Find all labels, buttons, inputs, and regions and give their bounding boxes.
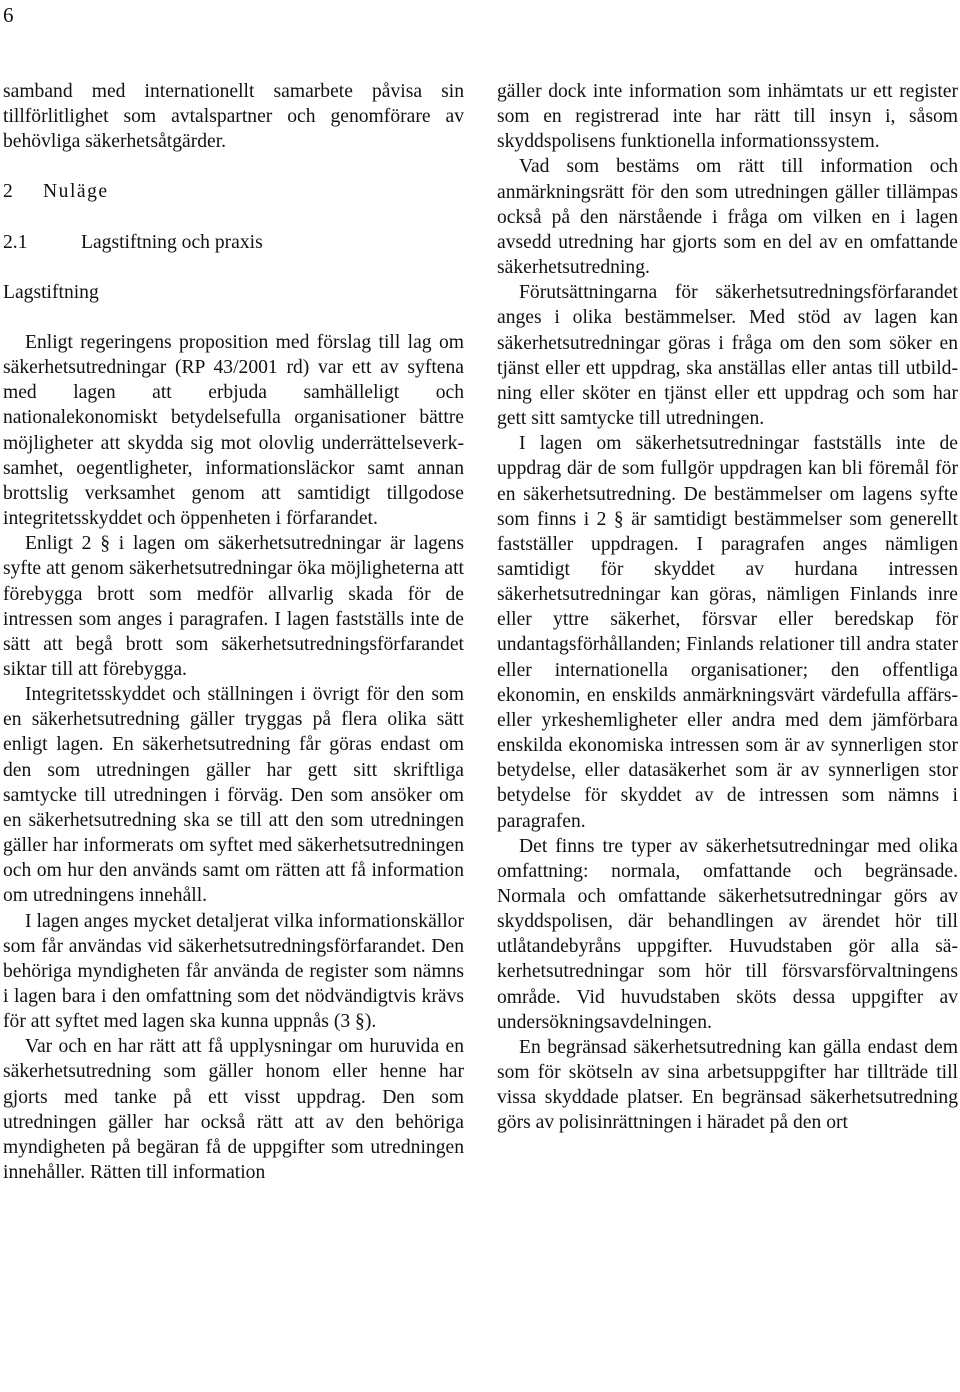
body-paragraph: En begränsad säkerhetsutredning kan gälla endast dem som för skötseln av sina arbetsuppgifter har tillträde till vissa skyddade platser. En begränsad säkerhetsutredning görs av polisinrättningen i häradet på den ort [497, 1036, 958, 1134]
subsection-number: 2.1 [3, 231, 28, 253]
body-paragraph: Enligt regeringens proposition med förslag till lag om säkerhetsutredningar (RP 43/2001 rd) var ett av syftena med lagen att erbjuda samhälleligt och nationalekonomiskt betydelsefulla organisationer bättre möjligheter att skydda sig mot olovlig underrättelseverksamhet, oegentligheter, informationsläckor samt annan brottslig verksamhet genom att samtidigt tillgodose integritetsskyddet och öppenheten i förfarandet. [3, 331, 464, 530]
sub-heading: Lagstiftning [3, 281, 99, 303]
left-column [3, 79, 464, 1185]
body-paragraph: gäller dock inte information som inhämtats ur ett register som en registrerad inte har rätt till insyn i, såsom skyddspolisens funktionella informationssystem. [497, 81, 958, 153]
section-heading [3, 179, 464, 204]
subsection-title: Lagstiftning och praxis [81, 231, 263, 253]
body-paragraph: Det finns tre typer av säkerhetsutredningar med olika omfattning: normala, omfattande och begränsade. Normala och omfattande säkerhetsutredningar görs av skyddspolisen, där behandlingen av ärendet hör till utlåtandebyråns uppgifter. Huvudstaben gör alla säkerhetsutredningar som hör till försvarsförvaltningens område. Vid huvudstaben sköts dessa uppgifter av undersökningsavdelningen. [497, 835, 958, 1033]
body-paragraph: Förutsättningarna för säkerhetsutredningsförfarandet anges i olika bestämmelser. Med stöd av lagen kan säkerhetsutredningar göras i fråga om den som söker en tjänst eller ett uppdrag, ska anställas eller antas till utbildning eller sköter en tjänst eller ett uppdrag och som har gett sitt samtycke till utredningen. [497, 282, 958, 430]
section-number: 2 [3, 181, 13, 203]
body-paragraph: Enligt 2 § i lagen om säkerhetsutredningar är lagens syfte att genom säkerhetsutredningar öka möjligheterna att förebygga brott som medför allvarlig skada för de intressen som anges i paragrafen. I lagen fastställs inte de sätt att begå brott som säkerhetsutredningsförfarandet siktar till att förebygga. [3, 533, 464, 680]
section-title: Nuläge [43, 181, 109, 203]
body-paragraph: Integritetsskyddet och ställningen i övrigt för den som en säkerhetsutredning gäller tryggas på flera olika sätt enligt lagen. En säkerhetsutredning får göras endast om den som utredningen gäller har gett sitt skriftliga samtycke till utredningen i förväg. Den som ansöker om en säkerhetsutredning ska se till att den som utredningen gäller har informerats om syftet med säkerhetsutredningen och om hur den används samt om rätten att få information om utredningens innehåll. [3, 684, 464, 907]
right-column [497, 79, 958, 1136]
body-paragraph: I lagen anges mycket detaljerat vilka informationskällor som får användas vid säkerhetsutredningsförfarandet. Den behöriga myndigheten får använda de register som nämns i lagen bara i den omfattning som det nödvändigtvis krävs för att syftet med lagen ska kunna uppnås (3 §). [3, 910, 464, 1033]
body-paragraph: Var och en har rätt att få upplysningar om huruvida en säkerhetsutredning som gäller honom eller henne har gjorts med tanke på ett visst uppdrag. Den som utredningen gäller har också rätt att av den behöriga myndigheten på begäran få de uppgifter som utredningen innehåller. Rätten till information [3, 1036, 464, 1184]
body-paragraph: I lagen om säkerhetsutredningar fastställs inte de uppdrag där de som fullgör uppdragen kan bli föremål för en säkerhetsutredning. De bestämmelser om lagens syfte som finns i 2 § är samtidigt bestämmelser som generellt fastställer uppdragen. I paragrafen anges nämligen samtidigt för skyddet av hurdana intressen säkerhetsutredningar kan göras, nämligen Finlands inre eller yttre säkerhet, försvar eller beredskap för undantagsförhållanden; Finlands relationer till andra stater eller internationella organisationer; den offentliga ekonomin, en enskilds anmärkningsvärt värdefulla affärs- eller yrkeshemligheter eller andra med dem jämförbara enskilda ekonomiska intressen som är av synnerligen stor betydelse, eller datasäkerhet som är av synnerligen stor betydelse för skyddet av de intressen som nämns i paragrafen. [497, 433, 958, 832]
body-paragraph: Vad som bestäms om rätt till information och anmärkningsrätt för den som utredningen gäller tillämpas också på den närstående i fråga om vilken en i lagen avsedd utredning har gjorts som en del av en omfattande säkerhetsutredning. [497, 156, 958, 279]
intro-paragraph: samband med internationellt samarbete påvisa sin tillförlitlighet som avtalspartner och genomförare av behövliga säkerhetsåtgärder. [3, 81, 464, 153]
subsection-heading [3, 230, 464, 255]
page-number: 6 [3, 3, 14, 27]
